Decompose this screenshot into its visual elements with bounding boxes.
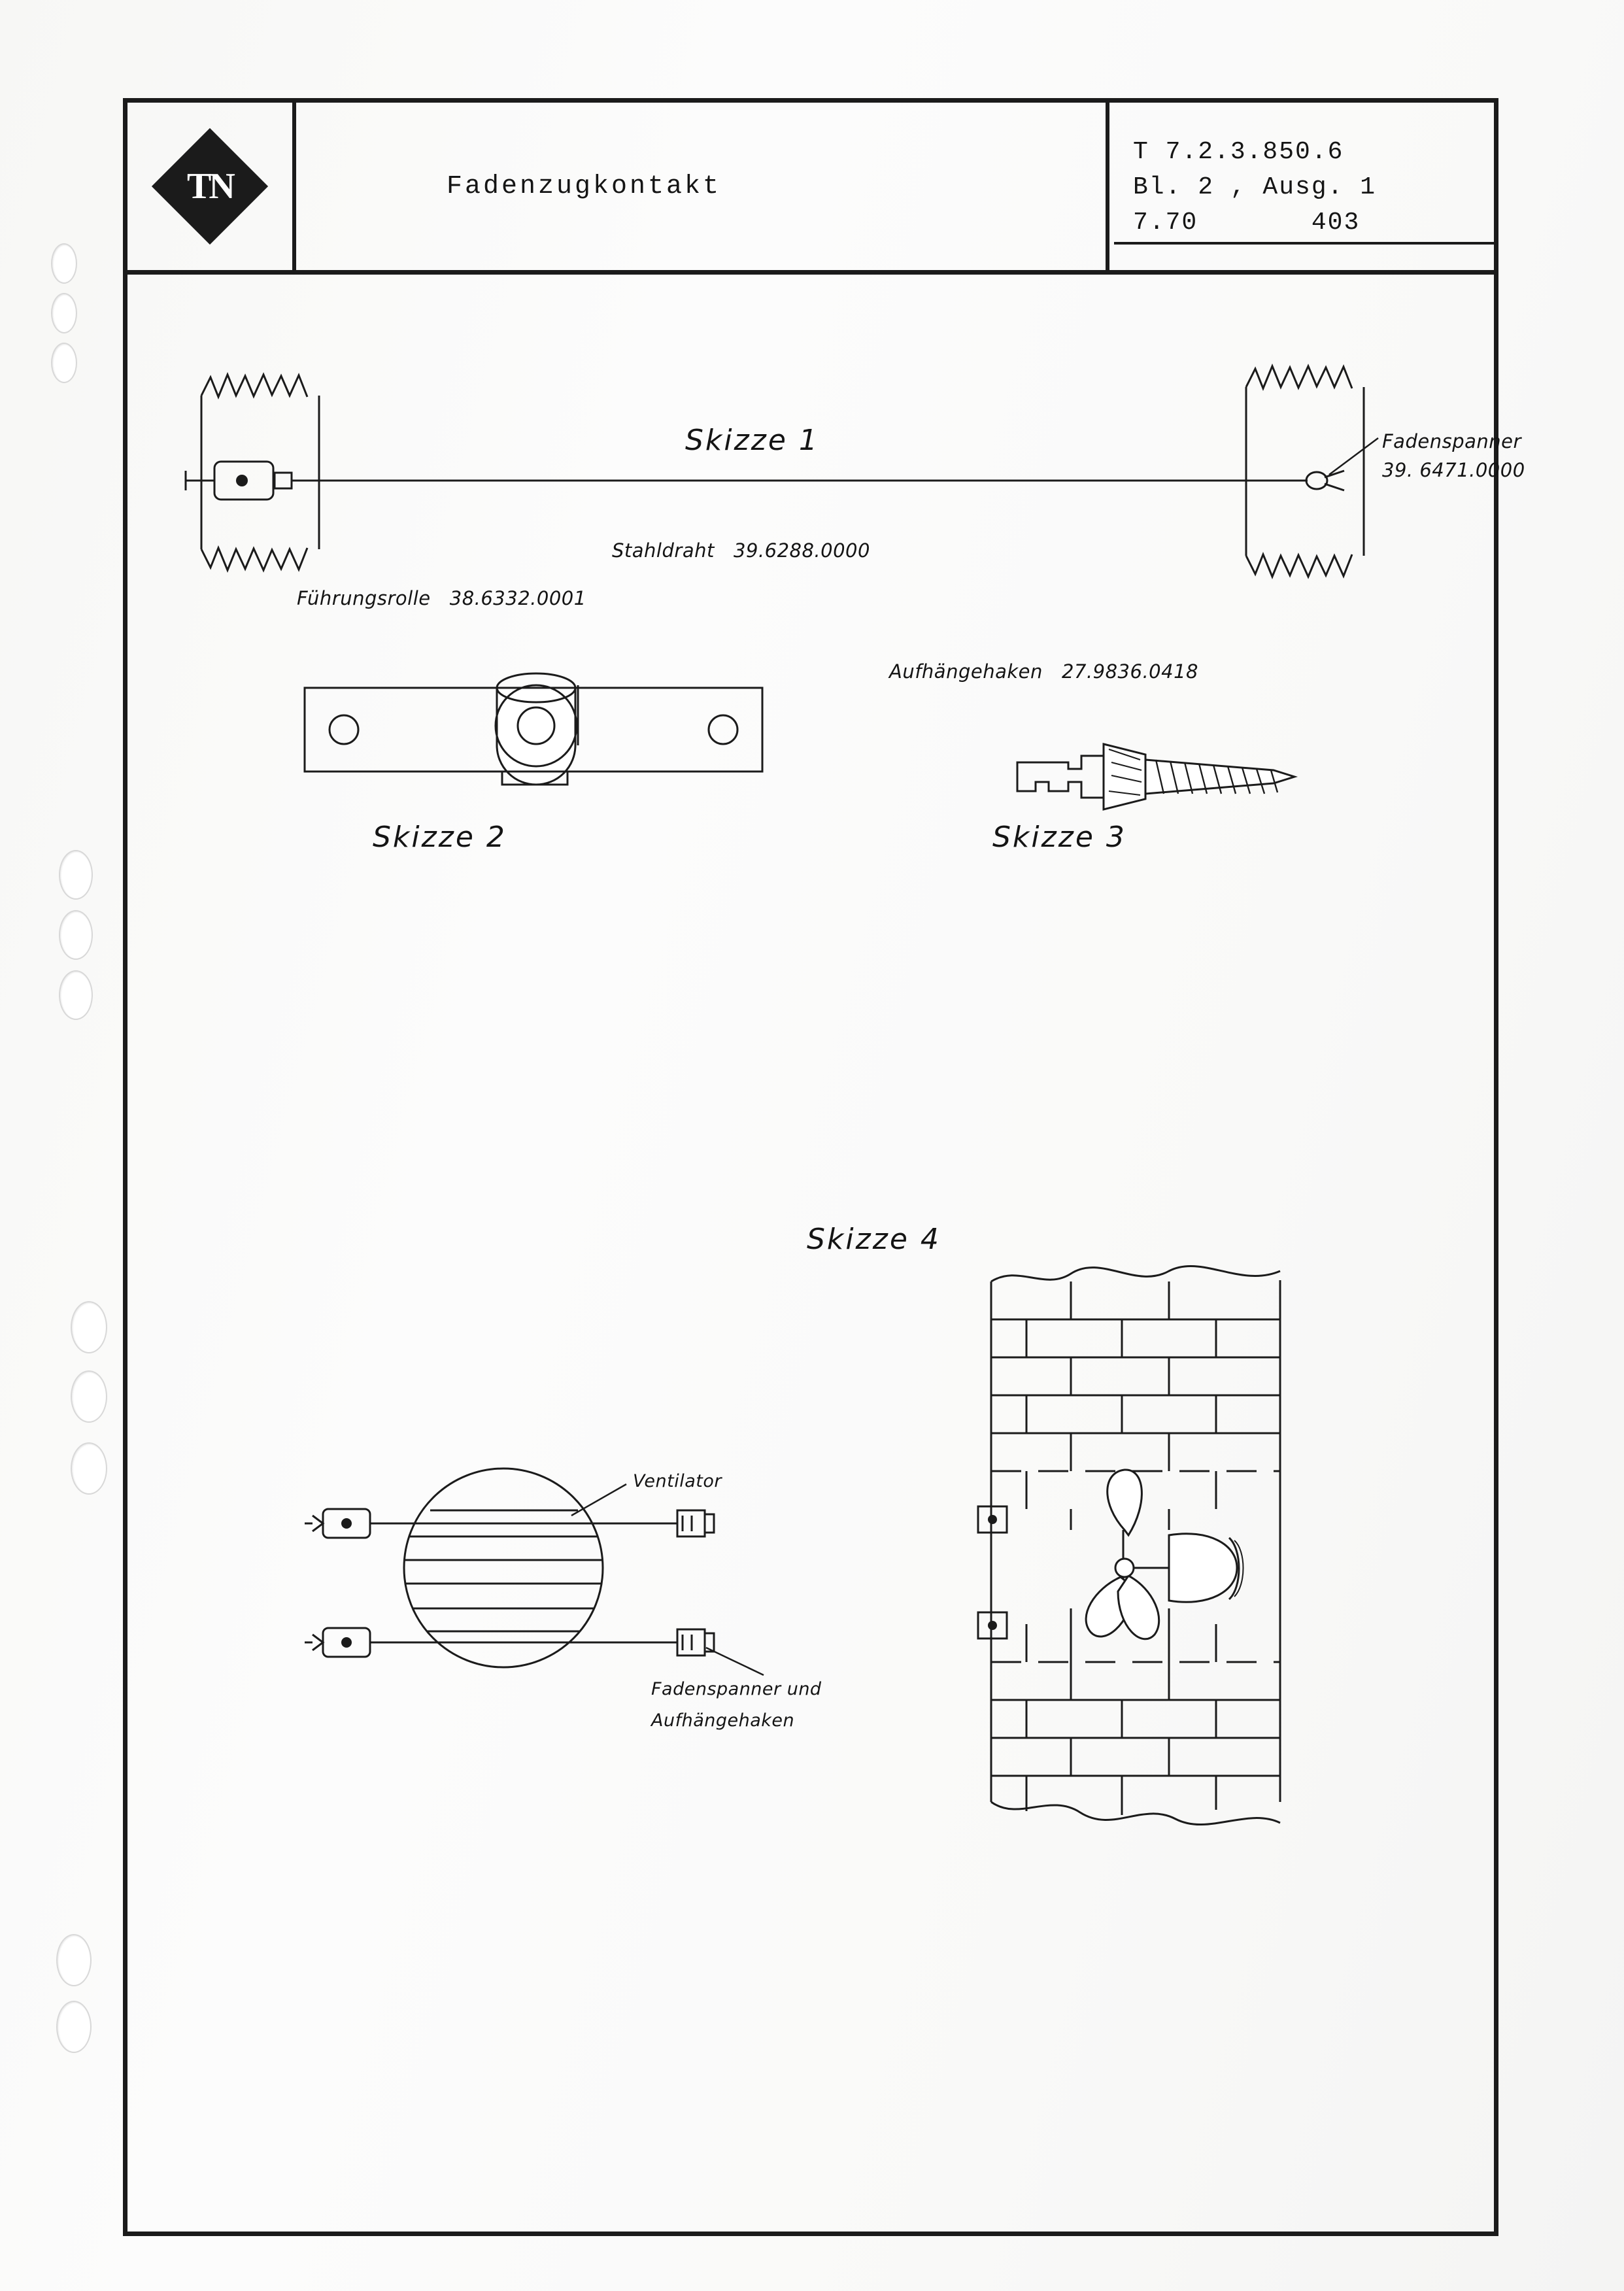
punch-hole [59,970,93,1020]
title-cell [296,103,1109,270]
title-block [123,98,1498,275]
skizze1-caption: Skizze 1 [685,424,819,457]
doc-number: T 7.2.3.850.6 [1133,138,1344,167]
punch-hole [59,850,93,900]
skizze1-tensioner-label-line2: 39. 6471.0000 [1382,459,1525,481]
punch-hole [56,2001,92,2053]
skizze2-caption: Skizze 2 [373,821,507,854]
skizze3-hook-label: Aufhängehaken 27.9836.0418 [889,660,1198,683]
punch-hole [71,1442,107,1495]
skizze4-fan-label: Ventilator [633,1471,722,1491]
sheet-edition: Bl. 2 , Ausg. 1 [1133,173,1377,202]
skizze2-roller-label: Führungsrolle 38.6332.0001 [297,587,586,609]
skizze4-parts-label-line2: Aufhängehaken [651,1710,795,1731]
skizze1-wire-label: Stahldraht 39.6288.0000 [612,539,870,562]
punch-hole [51,293,77,333]
logo-text: TN [187,165,233,207]
skizze4-fan-schematic [208,1432,862,1706]
company-logo-icon [152,128,268,245]
page-title: Fadenzugkontakt [447,171,722,201]
skizze4-caption: Skizze 4 [807,1223,941,1256]
punch-hole [71,1301,107,1353]
skizze3-caption: Skizze 3 [992,821,1126,854]
punch-hole [51,343,77,383]
skizze4-wall-drawing [973,1242,1339,1844]
date-code: 7.70 403 [1133,208,1361,237]
punch-hole [71,1370,107,1423]
punch-hole [51,243,77,284]
punch-hole [56,1934,92,1986]
skizze1-tensioner-label-line1: Fadenspanner [1382,430,1521,452]
punch-hole [59,910,93,960]
skizze2-drawing [162,615,751,830]
reference-divider [1114,242,1498,245]
skizze3-drawing [907,687,1430,850]
skizze4-parts-label-line1: Fadenspanner und [651,1679,822,1699]
drawing-area [123,275,1525,2236]
logo-cell [127,103,296,270]
reference-cell [1109,103,1494,270]
